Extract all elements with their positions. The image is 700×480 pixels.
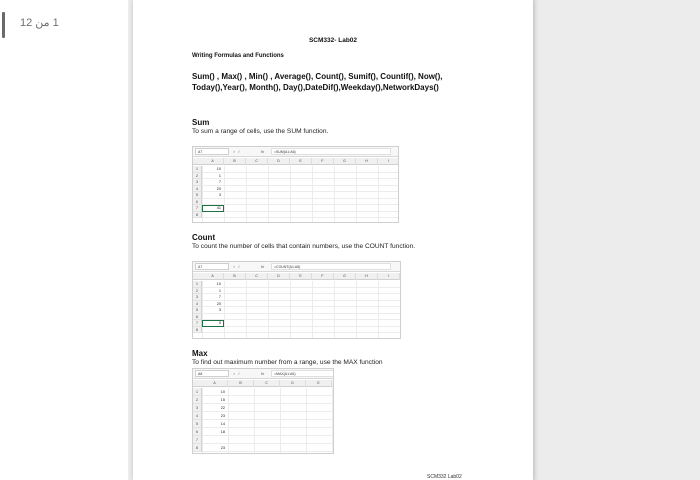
page-footer: SCM332 Lab02 bbox=[427, 474, 462, 480]
cell-value: 3 bbox=[218, 193, 221, 197]
column-header: C bbox=[246, 158, 268, 165]
row-header: 5 bbox=[193, 420, 202, 428]
gridline bbox=[334, 281, 335, 338]
gridline bbox=[202, 217, 398, 218]
gridline bbox=[246, 166, 247, 222]
row-header: 6 bbox=[193, 199, 202, 206]
section-heading-count: Count bbox=[192, 233, 216, 242]
cell-value: 3 bbox=[218, 308, 221, 312]
document-title: SCM332- Lab02 bbox=[308, 37, 358, 44]
column-header: B bbox=[224, 158, 246, 165]
name-box: A7 bbox=[195, 263, 229, 270]
row-header: 3 bbox=[193, 179, 202, 186]
cell-value: 10 bbox=[220, 390, 225, 394]
cell-value: 18 bbox=[220, 430, 225, 434]
column-header: I bbox=[378, 273, 400, 280]
row-header: 6 bbox=[193, 314, 202, 321]
name-box: A7 bbox=[195, 148, 229, 155]
gridline bbox=[280, 388, 281, 453]
gridline bbox=[202, 300, 400, 301]
page-shadow bbox=[533, 0, 539, 480]
gridline bbox=[202, 388, 203, 453]
gridline bbox=[202, 287, 400, 288]
row-header: 1 bbox=[193, 166, 202, 173]
column-header: F bbox=[312, 273, 334, 280]
gridline bbox=[332, 388, 333, 453]
cell-value: 1 bbox=[218, 173, 221, 178]
row-header: 5 bbox=[193, 192, 202, 199]
row-header: 8 bbox=[193, 327, 202, 334]
formula-text: =MAX(A1:A6) bbox=[271, 370, 334, 377]
function-list-line: Today(),Year(), Month(), Day(),DateDif(),Weekday(),NetworkDays() bbox=[192, 83, 439, 92]
row-header: 5 bbox=[193, 307, 202, 314]
gridline bbox=[378, 281, 379, 338]
row-header: 2 bbox=[193, 288, 202, 295]
fx-icon: fx bbox=[261, 371, 265, 376]
column-header: D bbox=[280, 380, 306, 387]
gridline bbox=[290, 166, 291, 222]
fx-icon: fx bbox=[261, 149, 265, 154]
row-header: 4 bbox=[193, 412, 202, 420]
section-description-max: To find out maximum number from a range, use the MAX function bbox=[192, 359, 383, 366]
gridline bbox=[378, 166, 379, 222]
gridline bbox=[228, 388, 229, 453]
cell-value: 5 bbox=[218, 321, 221, 325]
cell-value: 41 bbox=[216, 206, 221, 210]
formula-text: =COUNT(A1:A5) bbox=[271, 263, 391, 270]
column-header: A bbox=[202, 158, 224, 165]
row-header: 6 bbox=[193, 428, 202, 436]
section-description-sum: To sum a range of cells, use the SUM function. bbox=[192, 128, 329, 135]
row-header: 8 bbox=[193, 212, 202, 219]
column-header: B bbox=[224, 273, 246, 280]
cell-value: 22 bbox=[220, 406, 225, 410]
gridline bbox=[356, 166, 357, 222]
cell-value: 14 bbox=[220, 422, 225, 426]
row-header: 2 bbox=[193, 396, 202, 404]
formula-text: =SUM(A1:A6) bbox=[271, 148, 391, 155]
gridline bbox=[312, 281, 313, 338]
row-header: 7 bbox=[193, 436, 202, 444]
row-header: 4 bbox=[193, 301, 202, 308]
gridline bbox=[202, 185, 398, 186]
formula-bar bbox=[193, 369, 333, 379]
column-header: F bbox=[312, 158, 334, 165]
gridline bbox=[202, 198, 398, 199]
row-header: 3 bbox=[193, 294, 202, 301]
gridline bbox=[224, 166, 225, 222]
column-header: E bbox=[306, 380, 332, 387]
cell-value: 1 bbox=[218, 288, 221, 293]
gridline bbox=[202, 293, 400, 294]
column-header: H bbox=[356, 158, 378, 165]
cell-value: 7 bbox=[218, 180, 221, 184]
name-box: A8 bbox=[195, 370, 229, 377]
gridline bbox=[202, 281, 203, 338]
row-header: 2 bbox=[193, 173, 202, 180]
row-header: 3 bbox=[193, 404, 202, 412]
column-header: D bbox=[268, 273, 290, 280]
row-header: 1 bbox=[193, 281, 202, 288]
gridline bbox=[254, 388, 255, 453]
row-header: 8 bbox=[193, 444, 202, 452]
selected-cell bbox=[202, 320, 224, 327]
spreadsheet-screenshot-sum bbox=[192, 146, 399, 223]
document-subtitle: Writing Formulas and Functions bbox=[192, 53, 284, 59]
scroll-indicator[interactable] bbox=[2, 12, 5, 38]
section-heading-sum: Sum bbox=[192, 118, 210, 127]
gridline bbox=[202, 306, 400, 307]
cell-value: 10 bbox=[216, 167, 221, 171]
gridline bbox=[334, 166, 335, 222]
column-header: C bbox=[246, 273, 268, 280]
column-header: E bbox=[290, 273, 312, 280]
column-header: H bbox=[356, 273, 378, 280]
gridline bbox=[290, 281, 291, 338]
gridline bbox=[268, 166, 269, 222]
spreadsheet-screenshot-max bbox=[192, 368, 334, 454]
gridline bbox=[202, 326, 400, 327]
column-header: C bbox=[254, 380, 280, 387]
cancel-enter-icons: ×✓ bbox=[233, 371, 243, 376]
gridline bbox=[202, 313, 400, 314]
column-header: D bbox=[268, 158, 290, 165]
fx-icon: fx bbox=[261, 264, 265, 269]
thumbnail-rail bbox=[0, 0, 128, 480]
gridline bbox=[202, 178, 398, 179]
column-header: A bbox=[202, 380, 228, 387]
spreadsheet-screenshot-count bbox=[192, 261, 401, 339]
gridline bbox=[224, 281, 225, 338]
function-list-line: Sum() , Max() , Min() , Average(), Count(), Sumif(), Countif(), Now(), bbox=[192, 72, 443, 81]
cell-value: 15 bbox=[220, 398, 225, 402]
gridline bbox=[202, 191, 398, 192]
column-header: I bbox=[378, 158, 399, 165]
gridline bbox=[306, 388, 307, 453]
row-header: 7 bbox=[193, 320, 202, 327]
selected-cell bbox=[202, 205, 224, 212]
gridline bbox=[312, 166, 313, 222]
gridline bbox=[400, 281, 401, 338]
column-header: E bbox=[290, 158, 312, 165]
cancel-enter-icons: ×✓ bbox=[233, 264, 243, 269]
gridline bbox=[202, 332, 400, 333]
gridline bbox=[202, 319, 400, 320]
formula-bar bbox=[193, 147, 398, 157]
gridline bbox=[202, 166, 203, 222]
cell-value: 23 bbox=[220, 446, 225, 450]
column-header: B bbox=[228, 380, 254, 387]
cell-value: 23 bbox=[220, 414, 225, 418]
cell-value: 10 bbox=[216, 282, 221, 286]
column-header: G bbox=[334, 158, 356, 165]
section-description-count: To count the number of cells that contain numbers, use the COUNT function. bbox=[192, 243, 416, 250]
row-header: 4 bbox=[193, 186, 202, 193]
section-heading-max: Max bbox=[192, 349, 208, 358]
row-header: 7 bbox=[193, 205, 202, 212]
gridline bbox=[202, 172, 398, 173]
column-header: A bbox=[202, 273, 224, 280]
cancel-enter-icons: ×✓ bbox=[233, 149, 243, 154]
gridline bbox=[202, 211, 398, 212]
column-header: G bbox=[334, 273, 356, 280]
function-list bbox=[192, 71, 492, 93]
cell-value: 20 bbox=[216, 186, 221, 191]
cell-value: 7 bbox=[218, 295, 221, 299]
gridline bbox=[202, 204, 398, 205]
row-header: 1 bbox=[193, 388, 202, 396]
document-page bbox=[133, 0, 533, 480]
gridline bbox=[356, 281, 357, 338]
formula-bar bbox=[193, 262, 400, 272]
gridline bbox=[268, 281, 269, 338]
gridline bbox=[246, 281, 247, 338]
cell-value: 20 bbox=[216, 301, 221, 306]
page-counter: 1 من 12 bbox=[20, 17, 59, 29]
